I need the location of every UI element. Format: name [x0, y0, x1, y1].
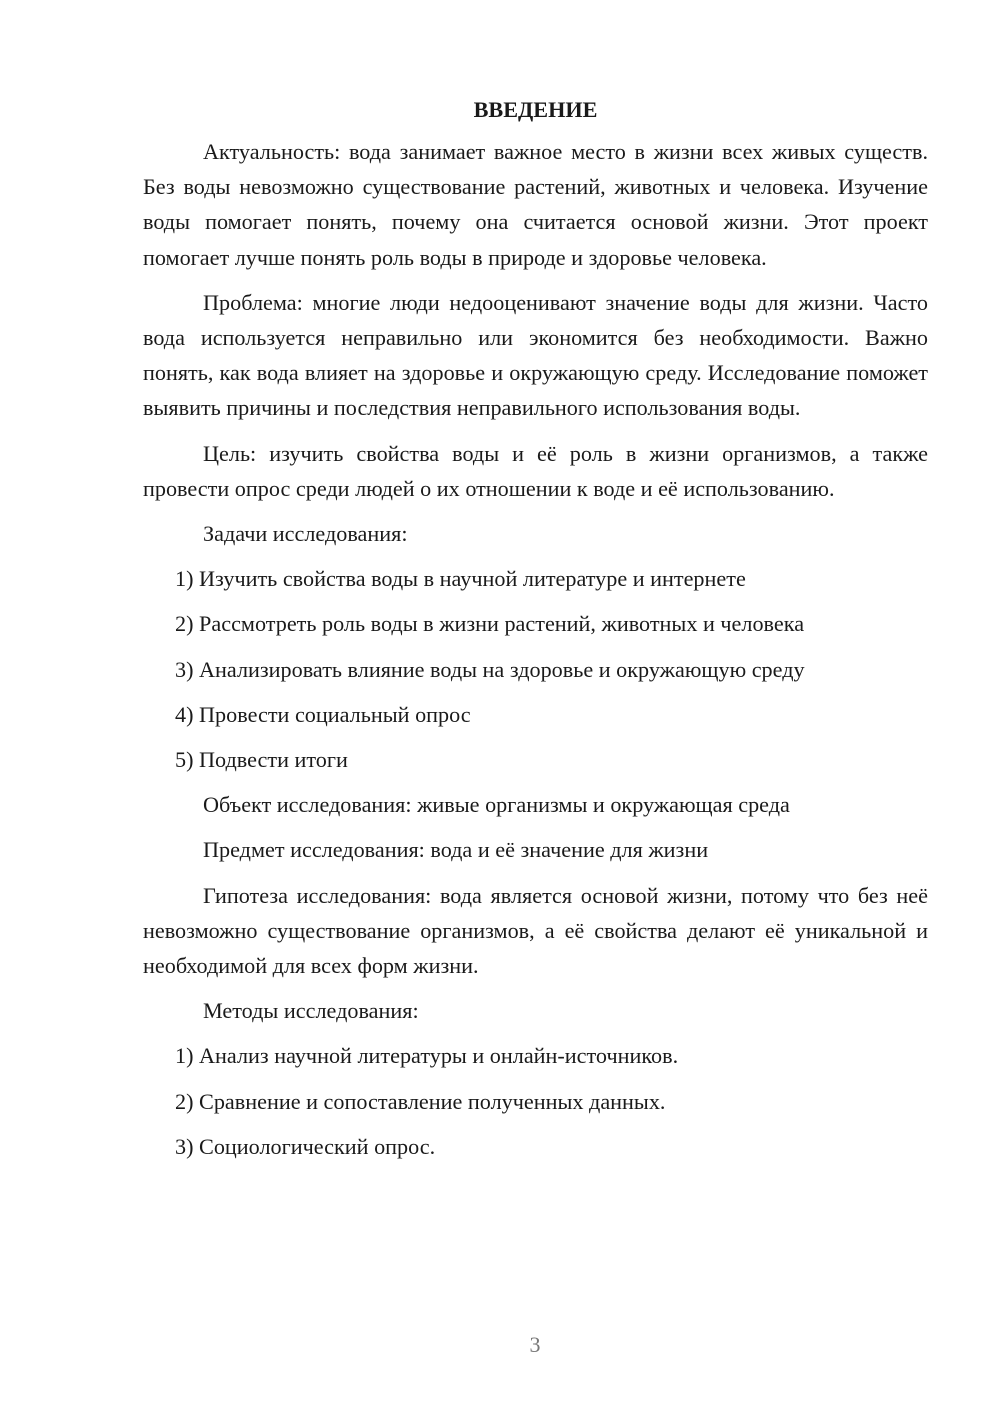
section-title: ВВЕДЕНИЕ [473, 97, 598, 122]
tasks-heading: Задачи исследования: [203, 521, 408, 547]
method-item: 2) Сравнение и сопоставление полученных данных. [175, 1088, 666, 1114]
research-object: Объект исследования: живые организмы и окружающая среда [203, 792, 790, 818]
page-number: 3 [529, 1332, 541, 1357]
task-item: 3) Анализировать влияние воды на здоровье и окружающую среду [175, 656, 805, 682]
methods-heading: Методы исследования: [203, 998, 419, 1024]
method-item: 1) Анализ научной литературы и онлайн-источников. [175, 1043, 679, 1069]
task-item: 4) Провести социальный опрос [175, 701, 471, 727]
goal-paragraph: Цель: изучить свойства воды и её роль в жизни организмов, а также провести опрос среди людей о их отношении к воде и её использованию. [143, 440, 928, 501]
problem-paragraph: Проблема: многие люди недооценивают значение воды для жизни. Часто вода используется неправильно или экономится без необходимости. Важно понять, как вода влияет на здоровье и окружающую среду. Исследование поможет выявить причины и последствия неправильного использования воды. [143, 289, 928, 421]
relevance-paragraph: Актуальность: вода занимает важное место в жизни всех живых существ. Без воды невозможно существование растений, животных и человека. Изучение воды помогает понять, почему она считается основой жизни. Этот проект помогает лучше понять роль воды в природе и здоровье человека. [143, 139, 928, 270]
method-item: 3) Социологический опрос. [175, 1133, 436, 1159]
task-item: 2) Рассмотреть роль воды в жизни растений, животных и человека [175, 611, 805, 637]
hypothesis-paragraph: Гипотеза исследования: вода является основой жизни, потому что без неё невозможно существование организмов, а её свойства делают её уникальной и необходимой для всех форм жизни. [143, 882, 928, 979]
task-item: 5) Подвести итоги [175, 747, 348, 773]
document-page [143, 92, 928, 1174]
task-item: 1) Изучить свойства воды в научной литературе и интернете [175, 566, 746, 592]
research-subject: Предмет исследования: вода и её значение для жизни [203, 837, 709, 863]
